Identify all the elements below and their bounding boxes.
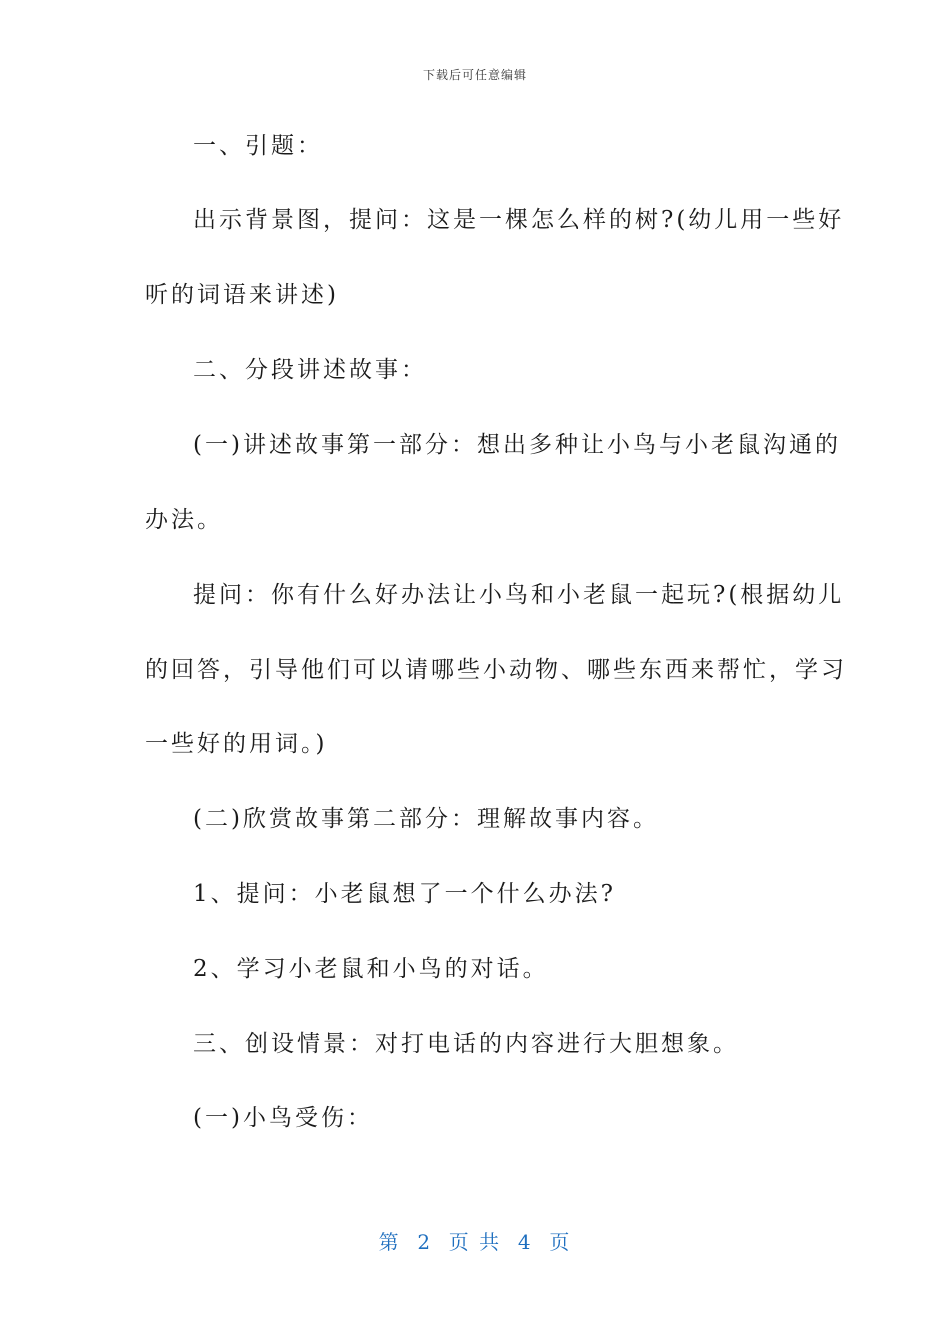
paragraph-line: 出示背景图，提问：这是一棵怎么样的树?(幼儿用一些好 <box>193 207 845 233</box>
heading-story-sections: 二、分段讲述故事： <box>193 357 427 383</box>
heading-scenario: 三、创设情景：对打电话的内容进行大胆想象。 <box>193 1031 739 1057</box>
page-number-footer: 第 2 页 共 4 页 <box>378 1230 572 1254</box>
paragraph-line: (二)欣赏故事第二部分：理解故事内容。 <box>193 806 659 832</box>
page-header-note: 下载后可任意编辑 <box>422 68 527 82</box>
paragraph-line: 2、学习小老鼠和小鸟的对话。 <box>193 956 549 982</box>
paragraph-line: 办法。 <box>145 507 223 533</box>
paragraph-line: 1、提问：小老鼠想了一个什么办法? <box>193 881 616 907</box>
paragraph-line: 一些好的用词。) <box>145 731 328 757</box>
paragraph-line: 听的词语来讲述) <box>145 282 339 308</box>
paragraph-line: 提问：你有什么好办法让小鸟和小老鼠一起玩?(根据幼儿 <box>193 582 845 608</box>
paragraph-line: (一)小鸟受伤： <box>193 1105 373 1131</box>
heading-introduction: 一、引题： <box>193 133 323 159</box>
paragraph-line: (一)讲述故事第一部分：想出多种让小鸟与小老鼠沟通的 <box>193 432 841 458</box>
paragraph-line: 的回答，引导他们可以请哪些小动物、哪些东西来帮忙，学习 <box>145 657 847 683</box>
